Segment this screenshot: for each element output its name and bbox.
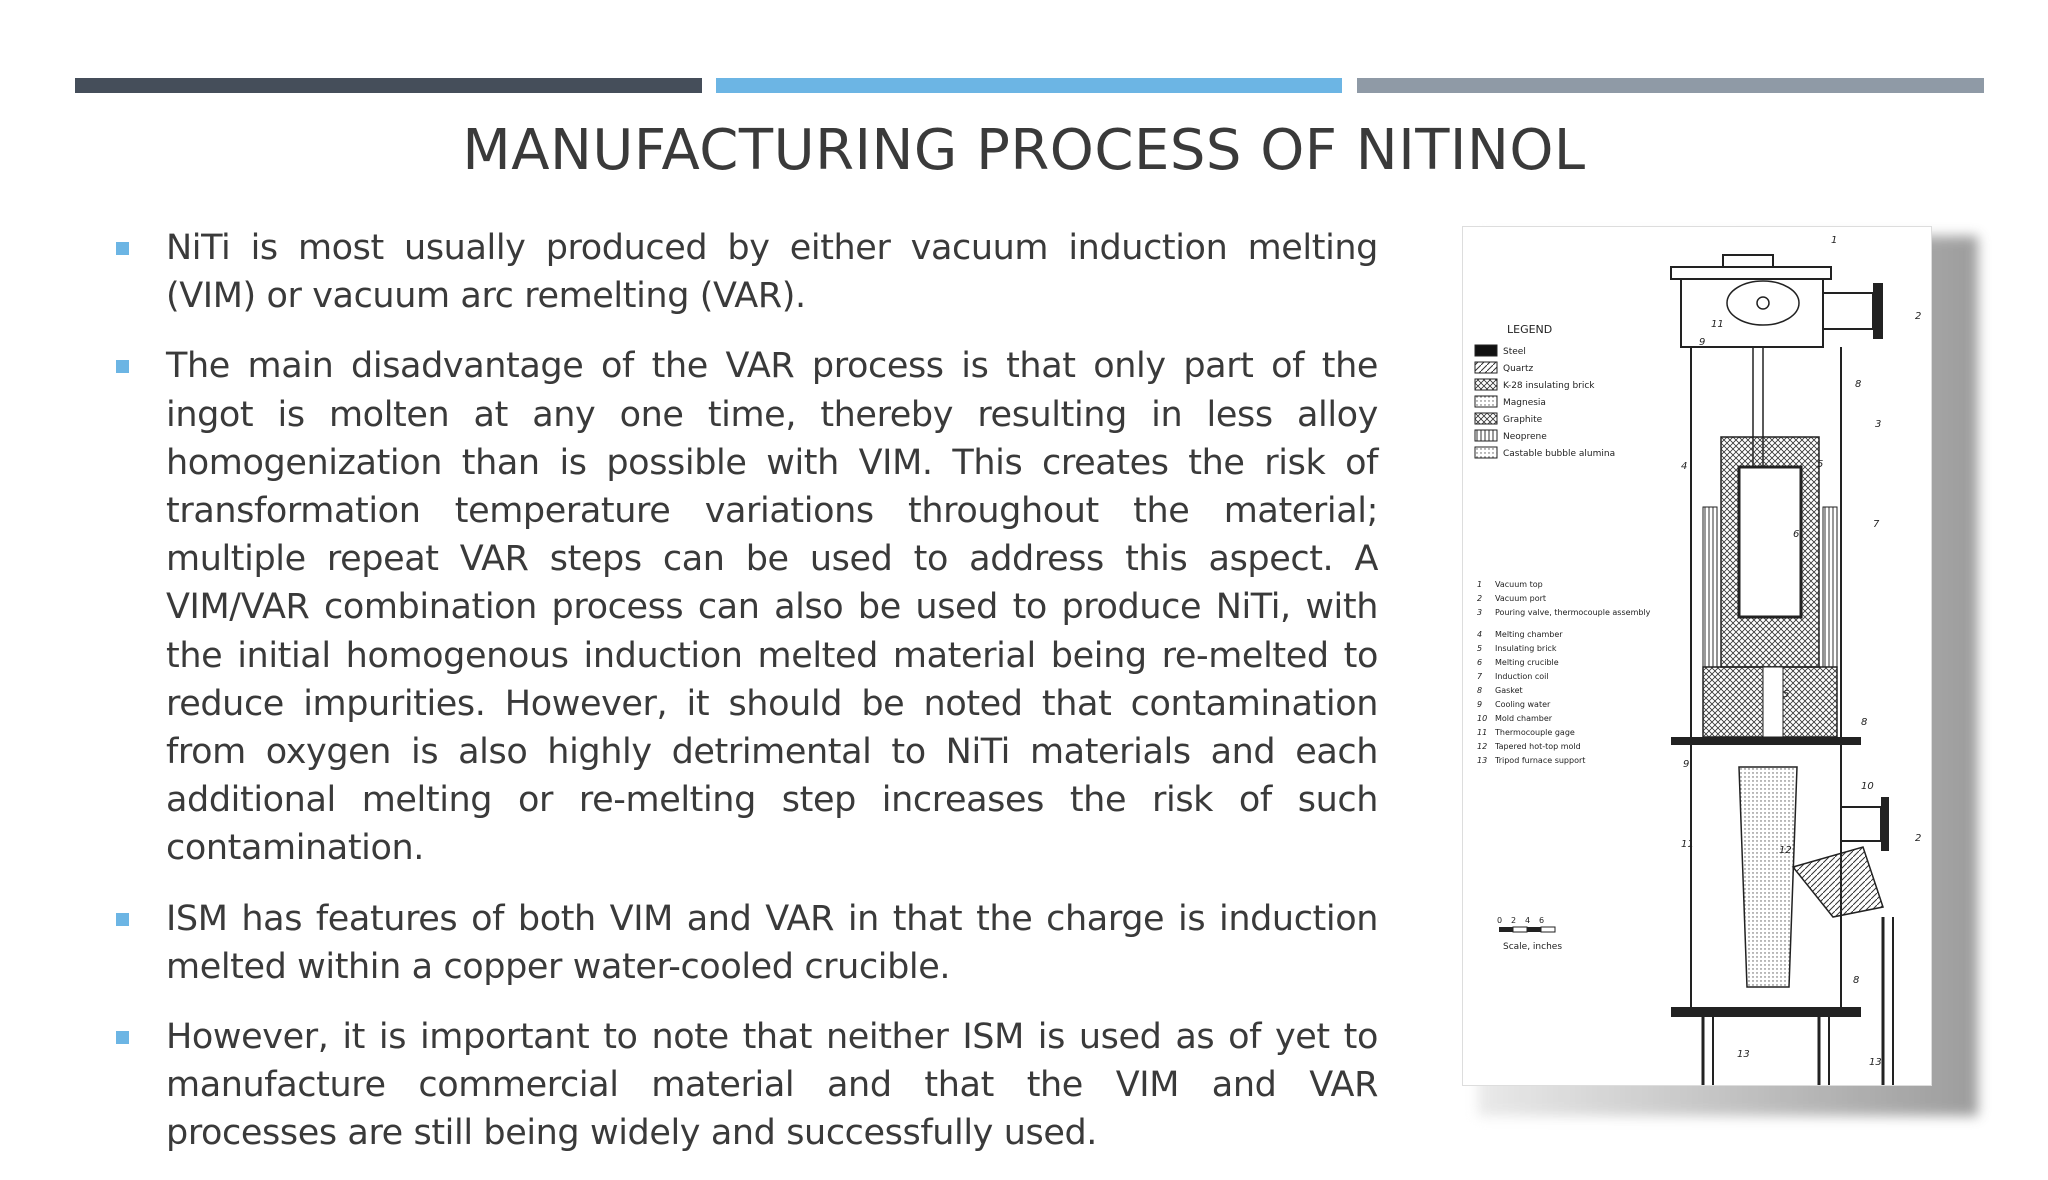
part-label: Thermocouple gage — [1495, 728, 1575, 737]
parts-list — [1477, 580, 1651, 765]
gasket — [1671, 737, 1861, 745]
scale-tick: 4 — [1525, 916, 1531, 925]
legend-label: Castable bubble alumina — [1503, 449, 1616, 459]
legend-label: Graphite — [1503, 415, 1543, 425]
accent-bar-gray — [1357, 78, 1984, 93]
bullet-text: ISM has features of both VIM and VAR in that the charge is induction melted within a copper water-cooled crucible. — [166, 898, 1378, 987]
bullet-item — [112, 895, 1378, 991]
part-number: 7 — [1477, 672, 1483, 681]
bullet-text: NiTi is most usually produced by either vacuum induction melting (VIM) or vacuum arc remelting (VAR). — [166, 228, 1378, 317]
part-number: 3 — [1477, 608, 1483, 617]
legend-swatch — [1475, 379, 1497, 390]
furnace-drawing — [1463, 227, 1931, 1085]
part-label: Vacuum port — [1495, 594, 1547, 603]
legend-swatch — [1475, 345, 1497, 356]
part-label: Vacuum top — [1495, 580, 1543, 589]
part-label: Cooling water — [1495, 700, 1551, 709]
part-number: 1 — [1477, 580, 1483, 589]
bullet-text: The main disadvantage of the VAR process is that only part of the ingot is molten at any one time, thereby resulting in less alloy homogenization than is possible with VIM. This creates the risk of transformation temperature variations throughout the material; multiple repeat VAR steps can be used to address this aspect. A VIM/VAR combination process can also be used to produce NiTi, with the initial homogenous induction melted material being re-melted to reduce impurities. However, it should be noted that contamination from oxygen is also highly detrimental to NiTi materials and each additional melting or re-melting step increases the risk of such contamination. — [166, 346, 1378, 869]
part-number: 10 — [1477, 714, 1488, 723]
part-label: Mold chamber — [1495, 714, 1553, 723]
callout-number: 13 — [1737, 1049, 1750, 1060]
part-number: 12 — [1477, 742, 1488, 751]
accent-bar-dark — [75, 78, 702, 93]
callout-number: 5 — [1783, 689, 1790, 700]
part-label: Tripod furnace support — [1495, 756, 1586, 765]
part-label: Insulating brick — [1495, 644, 1557, 653]
callout-number: 7 — [1873, 519, 1880, 530]
part-number: 11 — [1477, 728, 1488, 737]
callout-number: 11 — [1711, 319, 1724, 330]
scale-label: Scale, inches — [1503, 942, 1563, 952]
callout-number: 9 — [1683, 759, 1690, 770]
callout-number: 1 — [1831, 235, 1838, 246]
slide-title: MANUFACTURING PROCESS OF NITINOL — [462, 118, 1586, 183]
part-number: 8 — [1477, 686, 1483, 695]
callout-number: 12 — [1779, 845, 1792, 856]
legend-title: LEGEND — [1507, 323, 1553, 336]
furnace-diagram — [1462, 226, 1932, 1086]
callout-number: 2 — [1915, 311, 1922, 322]
tapered-mold — [1739, 767, 1797, 987]
callout-number: 8 — [1855, 379, 1862, 390]
induction-coil-left — [1703, 507, 1717, 667]
part-label: Melting chamber — [1495, 630, 1563, 639]
square-bullet-icon — [116, 1031, 129, 1044]
part-number: 5 — [1477, 644, 1483, 653]
base-plate — [1671, 1007, 1861, 1017]
legend-label: Quartz — [1503, 364, 1534, 374]
square-bullet-icon — [116, 242, 129, 255]
bullet-item — [112, 342, 1378, 872]
pouring-valve — [1727, 281, 1799, 325]
bullet-list — [112, 224, 1378, 1180]
legend-label: Neoprene — [1503, 432, 1547, 442]
square-bullet-icon — [116, 913, 129, 926]
callout-number: 6 — [1793, 529, 1800, 540]
lid-cap — [1723, 255, 1773, 267]
callout-number: 5 — [1817, 459, 1824, 470]
callout-number: 10 — [1861, 781, 1874, 792]
legend-label: K-28 insulating brick — [1503, 381, 1595, 391]
legend — [1475, 345, 1615, 459]
bullet-item — [112, 1013, 1378, 1158]
callout-number: 8 — [1853, 975, 1860, 986]
part-label: Melting crucible — [1495, 658, 1559, 667]
part-label: Gasket — [1495, 686, 1523, 695]
callout-number: 3 — [1875, 419, 1882, 430]
part-number: 9 — [1477, 700, 1483, 709]
part-number: 13 — [1477, 756, 1488, 765]
vacuum-port-upper — [1823, 293, 1873, 329]
bullet-item — [112, 224, 1378, 320]
vacuum-top — [1671, 267, 1831, 279]
part-label: Pouring valve, thermocouple assembly — [1495, 608, 1651, 617]
scale-tick: 2 — [1511, 916, 1517, 925]
accent-bar-blue — [716, 78, 1342, 93]
scale-bar — [1497, 916, 1562, 952]
scale-tick: 6 — [1539, 916, 1545, 925]
callout-number: 11 — [1681, 839, 1694, 850]
legend-swatch — [1475, 362, 1497, 373]
callout-number: 2 — [1915, 833, 1922, 844]
legend-swatch — [1475, 396, 1497, 407]
induction-coil-right — [1823, 507, 1837, 667]
part-number: 4 — [1477, 630, 1483, 639]
legend-swatch — [1475, 430, 1497, 441]
legend-label: Magnesia — [1503, 398, 1546, 408]
part-number: 2 — [1477, 594, 1483, 603]
legend-swatch — [1475, 447, 1497, 458]
bullet-text: However, it is important to note that neither ISM is used as of yet to manufacture commercial material and that the VIM and VAR processes are still being widely and successfully used. — [166, 1017, 1378, 1154]
melting-crucible — [1739, 467, 1801, 617]
scale-tick: 0 — [1497, 916, 1503, 925]
callout-number: 8 — [1861, 717, 1868, 728]
legend-swatch — [1475, 413, 1497, 424]
callout-number: 4 — [1681, 461, 1688, 472]
callout-number: 13 — [1869, 1057, 1882, 1068]
part-number: 6 — [1477, 658, 1483, 667]
square-bullet-icon — [116, 360, 129, 373]
vacuum-port-lower — [1841, 807, 1881, 841]
legend-label: Steel — [1503, 347, 1526, 357]
part-label: Induction coil — [1495, 672, 1549, 681]
part-label: Tapered hot-top mold — [1495, 742, 1581, 751]
callout-number: 9 — [1699, 337, 1706, 348]
